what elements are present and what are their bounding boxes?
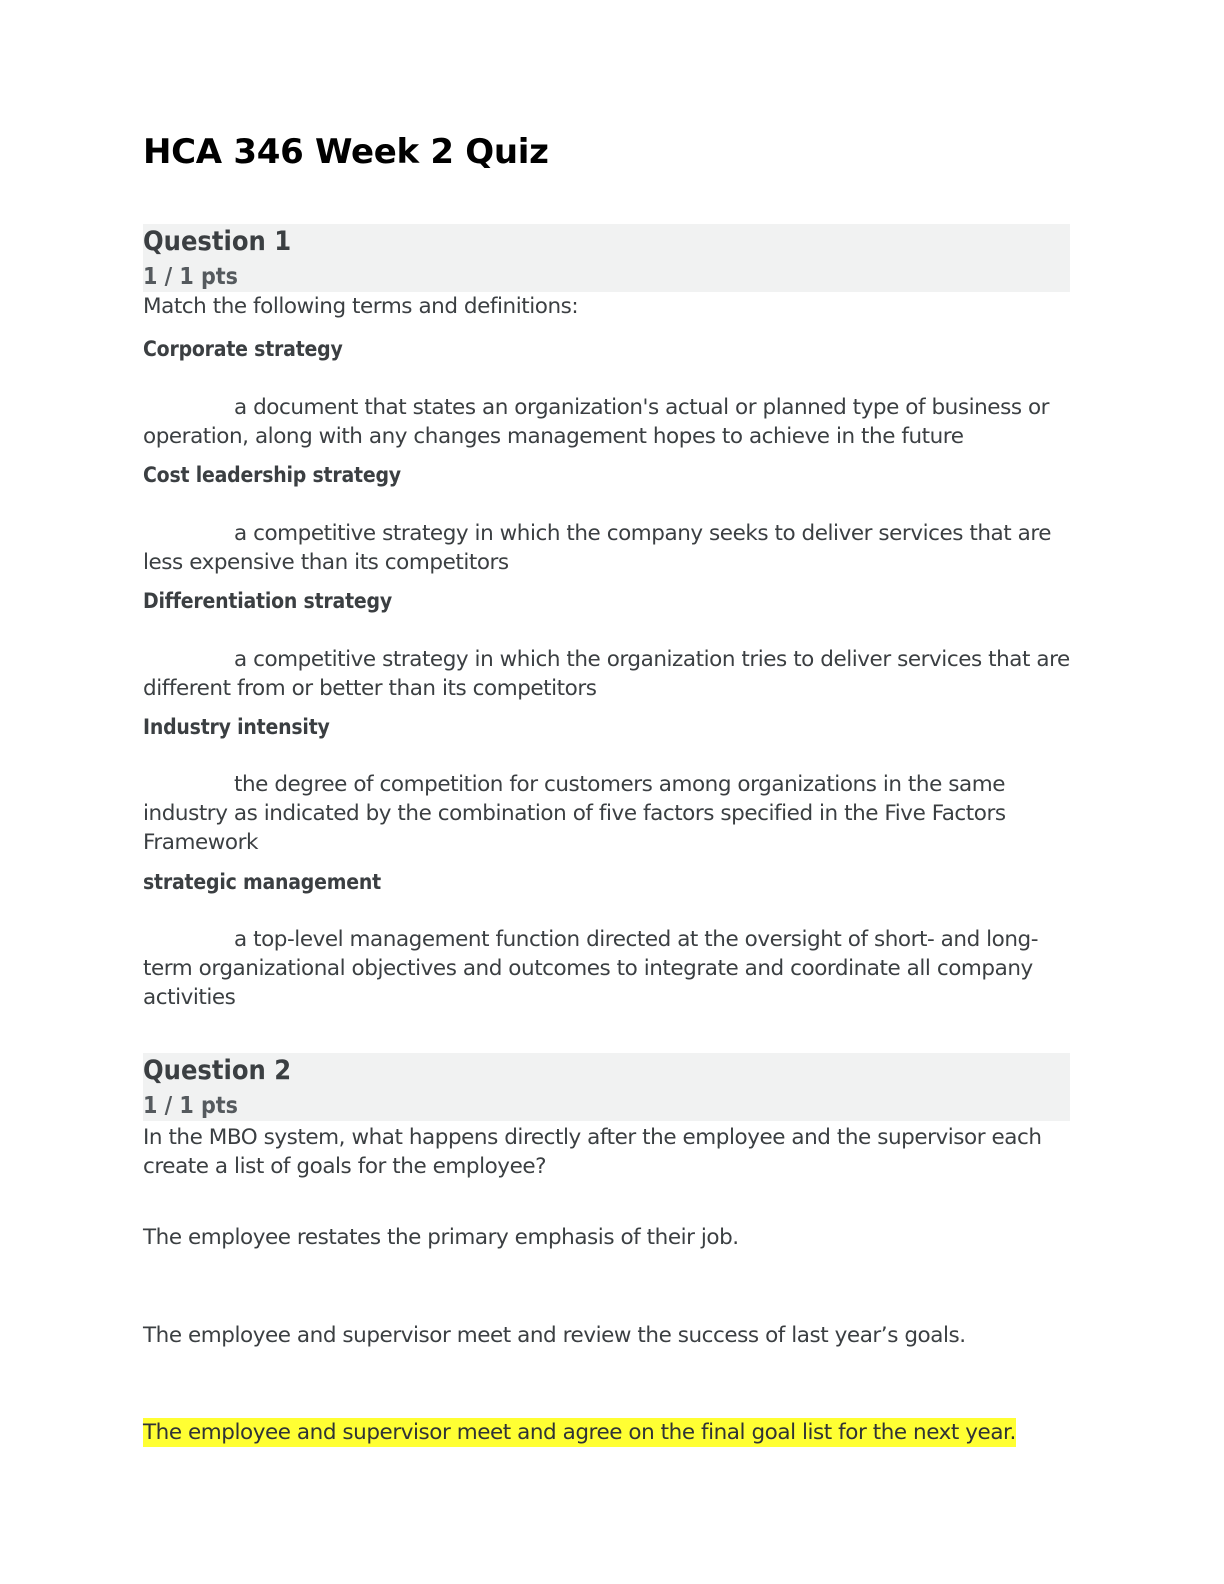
match-definition-3: a competitive strategy in which the organization tries to deliver services that are different from or better than its competitors — [143, 647, 1070, 701]
match-definition-2: a competitive strategy in which the company seeks to deliver services that are less expensive than its competitors — [143, 521, 1052, 575]
match-term-4: Industry intensity — [143, 715, 330, 739]
match-term-3: Differentiation strategy — [143, 589, 392, 613]
match-term-2: Cost leadership strategy — [143, 463, 401, 487]
question-2-header — [143, 1053, 1070, 1121]
question-2-title: Question 2 — [143, 1055, 292, 1086]
match-definition-4: the degree of competition for customers among organizations in the same industry as indicated by the combination of five factors specified in the Five Factors Framework — [143, 772, 1006, 855]
match-term-1: Corporate strategy — [143, 337, 343, 361]
answer-option-2[interactable]: The employee and supervisor meet and review the success of last year’s goals. — [143, 1323, 966, 1348]
question-1-header — [143, 224, 1070, 292]
match-term-5: strategic management — [143, 870, 381, 894]
match-definition-1: a document that states an organization's actual or planned type of business or operation, along with any changes management hopes to achieve in the future — [143, 395, 1050, 449]
answer-option-3-selected[interactable]: The employee and supervisor meet and agree on the final goal list for the next year. — [143, 1420, 1016, 1445]
question-1-points: 1 / 1 pts — [143, 264, 238, 290]
question-1-title: Question 1 — [143, 226, 292, 257]
page-title: HCA 346 Week 2 Quiz — [143, 132, 549, 172]
question-2-prompt: In the MBO system, what happens directly after the employee and the supervisor each create a list of goals for the employee? — [143, 1125, 1042, 1179]
question-2-points: 1 / 1 pts — [143, 1093, 238, 1119]
match-definition-5: a top-level management function directed at the oversight of short- and long-term organizational objectives and outcomes to integrate and coordinate all company activities — [143, 927, 1039, 1010]
question-1-prompt: Match the following terms and definitions: — [143, 294, 579, 319]
answer-option-1[interactable]: The employee restates the primary emphasis of their job. — [143, 1225, 739, 1250]
